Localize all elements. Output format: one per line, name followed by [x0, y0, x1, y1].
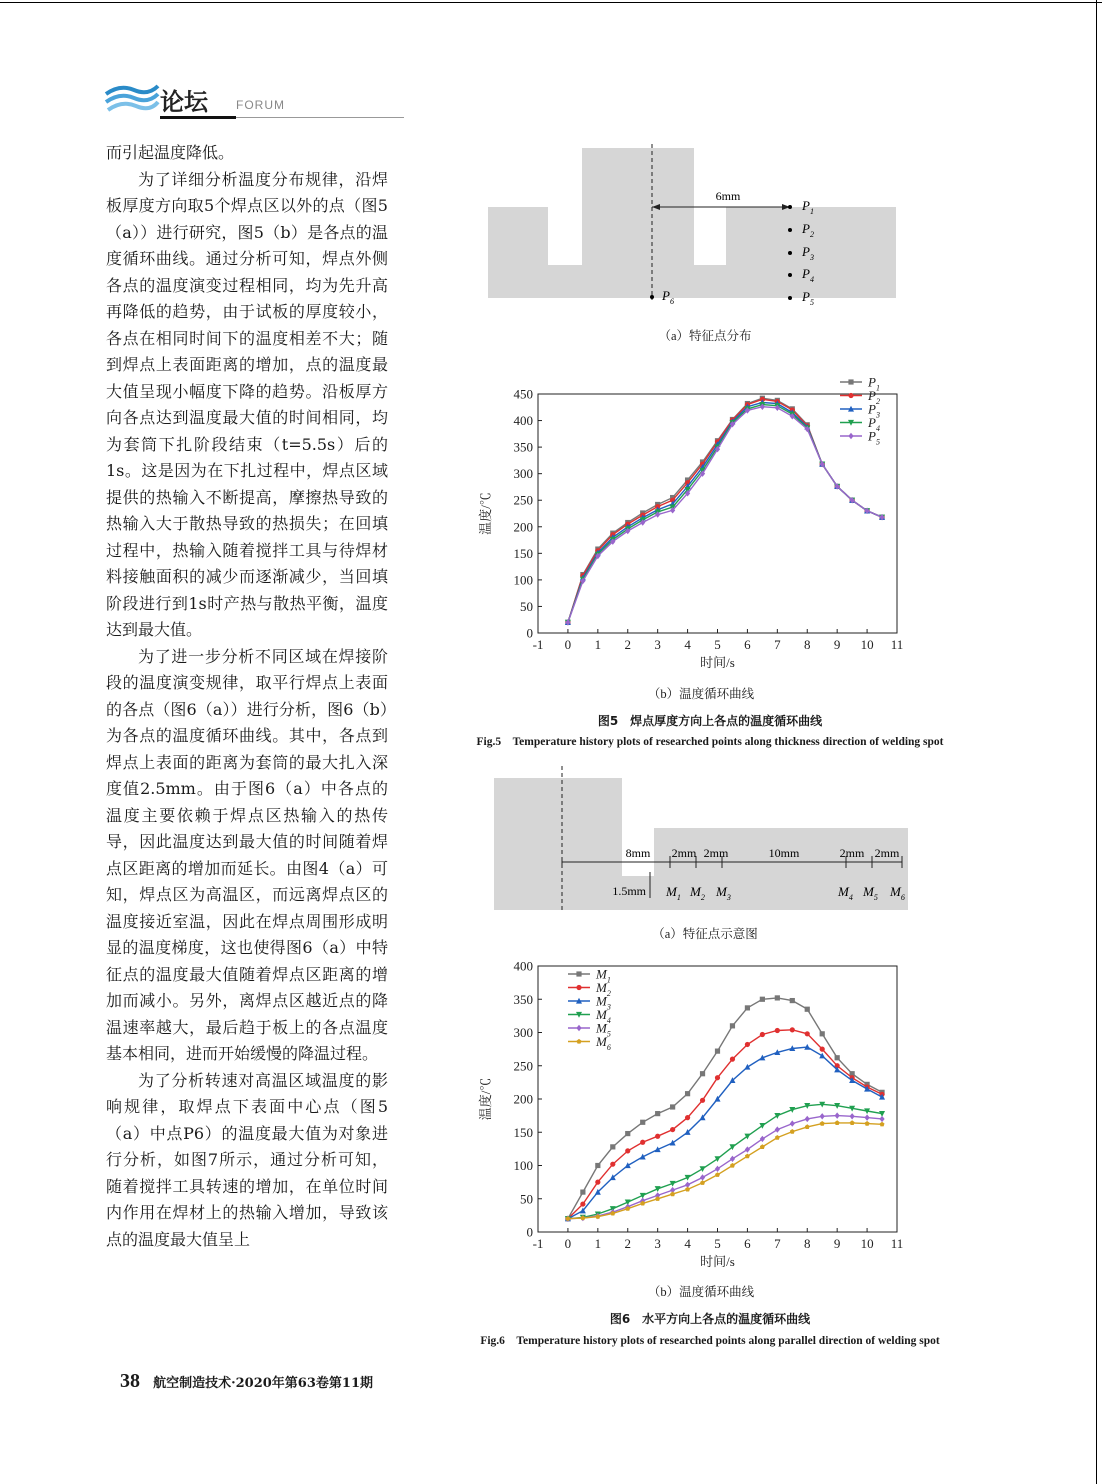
label-subscript: 6: [669, 297, 674, 306]
y-tick-label: 300: [513, 1025, 533, 1040]
header-rule: [160, 116, 236, 119]
point-label-p4: $P_4$: [802, 266, 814, 284]
point-p3: [788, 251, 792, 255]
legend-marker: [848, 379, 853, 384]
data-point: [835, 1055, 840, 1060]
data-point: [775, 1135, 780, 1140]
fig6-dim-label: 10mm: [768, 846, 800, 860]
legend-subscript: 5: [875, 437, 880, 447]
legend-label: $M_6$: [596, 1034, 611, 1052]
y-tick-label: 50: [520, 1191, 533, 1207]
x-axis-label: 时间/s: [700, 655, 735, 670]
data-point: [760, 1136, 765, 1142]
fig5a-subcaption: （a）特征点分布: [658, 329, 752, 343]
paragraph: 为了分析转速对高温区域温度的影响规律，取焊点下表面中心点（图5（a）中点P6）的温度最大值为对象进行分析，如图7所示，通过分析可知，随着搅拌工具转速的增加，在单位时间内作用在焊材上的热输入增加，导致该点的温度最大值呈上: [106, 1070, 388, 1249]
legend-marker: [576, 971, 581, 976]
paragraph: 为了进一步分析不同区域在焊接阶段的温度演变规律，取平行焊点上表面的各点（图6（a））进行分析，图6（b）为各点的温度循环曲线。其中，各点到焊点上表面的距离为套筒的最大扎入深度值2.5mm。由于图6（a）中各点的温度主要依赖于焊点区热输入的热传导，因此温度达到最大值的时间随着焊点区距离的增加而延长。由图4（a）可知，焊点区为高温区，而远离焊点区的温度接近室温，因此在焊点周围形成明显的温度梯度，这也使得图6（a）中特征点的温度最大值随着焊点区距离的增加而减小。另外，离焊点区越近点的降温速率越大，最后趋于板上的各点温度基本相同，进而开始缓慢的降温过程。: [106, 646, 388, 1063]
point-label-p6: $P_6$: [662, 288, 674, 306]
data-point: [580, 1201, 585, 1206]
data-point: [730, 1163, 735, 1168]
fig5b-subcaption: （b）温度循环曲线: [647, 687, 755, 701]
data-point: [880, 1122, 885, 1127]
label-subscript: 1: [809, 207, 814, 216]
data-point: [655, 1196, 660, 1201]
legend-label: $M_5$: [596, 1020, 611, 1039]
legend-label: $P_3$: [868, 401, 880, 420]
point-label-p1: $P_1$: [802, 198, 814, 216]
x-tick-label: 8: [804, 637, 811, 652]
legend-marker: [577, 1039, 582, 1044]
y-tick-label: 300: [513, 466, 533, 482]
series-line: [568, 1116, 882, 1219]
point-label-m1: $M_1$: [666, 884, 681, 902]
label-subscript: 5: [809, 298, 814, 307]
label-subscript: 3: [809, 253, 814, 262]
data-point: [820, 1113, 825, 1119]
label-subscript: 3: [726, 893, 731, 902]
header-rule-thin: [236, 117, 404, 118]
legend-label: $M_2$: [596, 980, 611, 998]
legend-label: $M_1$: [596, 966, 611, 985]
x-tick-label: 5: [714, 1236, 721, 1251]
label-subscript: 5: [873, 893, 878, 902]
data-point: [655, 1111, 660, 1116]
series-line: [568, 407, 882, 623]
point-p5: [788, 296, 792, 300]
y-tick-label: 250: [513, 1058, 533, 1074]
forum-logo-icon: [104, 80, 160, 116]
y-tick-label: 150: [513, 1124, 533, 1140]
x-tick-label: 9: [833, 1236, 841, 1251]
y-tick-label: 0: [526, 625, 533, 641]
legend-subscript: 3: [606, 1002, 611, 1012]
point-label-m4: $M_4$: [838, 884, 853, 902]
data-point: [835, 1112, 840, 1118]
y-tick-label: 350: [513, 439, 533, 455]
data-point: [790, 998, 795, 1003]
data-point: [805, 1124, 810, 1129]
legend: [840, 375, 880, 447]
data-point: [744, 1064, 750, 1070]
legend-subscript: 4: [875, 424, 880, 433]
data-point: [850, 1120, 855, 1125]
x-tick-label: -1: [532, 637, 544, 652]
data-point: [625, 1131, 630, 1136]
data-point: [640, 1120, 645, 1125]
legend-subscript: 3: [875, 410, 880, 420]
y-tick-label: 100: [513, 572, 533, 588]
x-tick-label: 6: [744, 637, 751, 652]
y-tick-label: 450: [513, 386, 533, 402]
x-tick-label: 3: [654, 1236, 661, 1251]
data-point: [790, 1027, 795, 1032]
point-label-m2: $M_2$: [690, 884, 705, 902]
x-tick-label: 11: [890, 637, 904, 652]
y-tick-label: 200: [513, 519, 533, 535]
data-point: [595, 1163, 600, 1168]
y-tick-label: 150: [513, 545, 533, 561]
x-tick-label: 1: [594, 637, 602, 652]
x-tick-label: 2: [624, 637, 631, 652]
data-point: [865, 1121, 870, 1126]
fig5-dim-label: 6mm: [715, 189, 741, 203]
y-tick-label: 100: [513, 1158, 533, 1173]
fig5-chart: [476, 352, 916, 684]
point-label-m3: $M_3$: [716, 884, 731, 902]
data-point: [820, 1047, 825, 1052]
page-number: 38: [120, 1370, 140, 1392]
header-subtitle: FORUM: [236, 98, 285, 112]
data-point: [775, 995, 780, 1000]
fig5-specimen-shape: [488, 148, 896, 298]
data-point: [879, 1116, 884, 1122]
data-point: [850, 1113, 855, 1119]
legend-subscript: 1: [875, 383, 880, 393]
header-title: 论坛: [160, 87, 208, 116]
paragraph: 而引起温度降低。: [106, 143, 235, 162]
point-label-m6: $M_6$: [890, 884, 905, 902]
data-point: [730, 1057, 735, 1062]
legend-label: $P_2$: [868, 388, 880, 406]
x-tick-label: 7: [774, 637, 781, 652]
x-tick-label: 8: [804, 1236, 811, 1251]
legend: [568, 967, 611, 1053]
x-tick-label: 10: [860, 1236, 874, 1251]
legend-subscript: 2: [875, 397, 880, 406]
data-point: [685, 1187, 690, 1192]
fig6-schematic: [490, 766, 920, 914]
point-p6: [650, 295, 654, 299]
data-point: [670, 1192, 675, 1197]
series-line: [568, 998, 882, 1219]
fig6a-subcaption: （a）特征点示意图: [652, 927, 758, 941]
x-tick-label: 0: [564, 637, 572, 652]
data-point: [670, 1127, 675, 1132]
legend-subscript: 4: [606, 1016, 611, 1025]
data-point: [744, 1134, 750, 1140]
legend-label: $P_1$: [868, 374, 880, 393]
data-point: [774, 1113, 780, 1119]
label-subscript: 6: [900, 893, 905, 902]
data-point: [745, 1042, 750, 1047]
footer: [120, 1370, 440, 1396]
data-point: [685, 1091, 690, 1096]
x-tick-label: 2: [624, 1236, 631, 1251]
fig5-caption-en: Fig.5 Temperature history plots of researched points along thickness direction of welding spot: [476, 736, 944, 748]
data-point: [820, 1031, 825, 1036]
y-tick-label: 400: [513, 958, 533, 974]
data-point: [700, 1098, 705, 1103]
x-tick-label: 10: [860, 637, 874, 652]
legend-subscript: 1: [606, 975, 611, 985]
data-point: [760, 1144, 765, 1149]
data-point: [670, 1104, 675, 1109]
series-m6: [565, 1120, 884, 1221]
fig6-dim-label: 2mm: [874, 846, 900, 860]
fig6-caption-en: Fig.6 Temperature history plots of researched points along parallel direction of welding spot: [480, 1335, 940, 1347]
data-point: [730, 1156, 735, 1162]
data-point: [685, 1115, 690, 1120]
data-point: [700, 1174, 705, 1180]
data-point: [745, 1005, 750, 1010]
legend-label: $M_4$: [596, 1007, 611, 1025]
y-axis-label: 温度/℃: [478, 1077, 493, 1121]
x-tick-label: -1: [532, 1236, 544, 1251]
data-point: [805, 1031, 810, 1036]
journal-name: 航空制造技术·2020年第63卷第11期: [153, 1376, 373, 1391]
label-subscript: 4: [848, 893, 853, 902]
point-p2: [788, 228, 792, 232]
legend-subscript: 2: [606, 989, 611, 998]
data-point: [625, 1148, 630, 1153]
y-tick-label: 250: [513, 492, 533, 508]
data-point: [820, 1121, 825, 1126]
x-tick-label: 0: [564, 1236, 572, 1251]
series-m1: [565, 995, 884, 1221]
plot-frame: [538, 394, 897, 633]
data-point: [760, 997, 765, 1002]
data-point: [655, 1134, 660, 1139]
crop-mark: [0, 2, 1102, 3]
legend-subscript: 6: [606, 1043, 611, 1052]
legend-label: $P_5$: [868, 428, 880, 447]
label-subscript: 4: [809, 275, 814, 284]
data-point: [745, 1146, 750, 1152]
y-tick-label: 200: [513, 1091, 533, 1107]
body-text-column: [106, 140, 388, 1253]
label-subscript: 2: [700, 893, 705, 902]
data-point: [790, 1120, 795, 1126]
legend-marker: [848, 393, 853, 398]
data-point: [760, 1032, 765, 1037]
fig6-depth-label: 1.5mm: [612, 884, 646, 898]
data-point: [700, 1180, 705, 1185]
data-point: [715, 1156, 721, 1162]
x-axis-label: 时间/s: [700, 1254, 735, 1269]
fig6-chart: [476, 952, 916, 1278]
x-tick-label: 5: [714, 637, 721, 652]
series-m5: [565, 1112, 884, 1221]
y-tick-label: 400: [513, 413, 533, 429]
crop-mark: [1096, 0, 1097, 1484]
fig6-caption-cn: 图6 水平方向上各点的温度循环曲线: [609, 1312, 811, 1326]
data-point: [715, 1166, 720, 1172]
data-point: [864, 1114, 869, 1120]
legend-marker: [576, 985, 581, 990]
legend-subscript: 5: [606, 1029, 611, 1039]
data-point: [715, 1075, 720, 1080]
y-tick-label: 0: [526, 1224, 533, 1240]
data-point: [610, 1162, 615, 1167]
data-point: [580, 1190, 585, 1195]
y-axis-label: 温度/℃: [478, 492, 493, 535]
data-point: [700, 1071, 705, 1076]
data-point: [775, 1126, 780, 1132]
series-p2: [565, 397, 884, 625]
data-point: [595, 1180, 600, 1185]
series-p5: [565, 401, 884, 626]
y-tick-label: 50: [520, 598, 533, 614]
series-line: [568, 1047, 882, 1219]
y-tick-label: 350: [513, 991, 533, 1007]
legend-label: $P_4$: [868, 415, 880, 433]
series-line: [568, 1123, 882, 1219]
x-tick-label: 4: [684, 1236, 691, 1251]
legend-label: $M_3$: [596, 993, 611, 1012]
header: [104, 80, 404, 122]
data-point: [805, 1116, 810, 1122]
point-p1: [788, 205, 792, 209]
data-point: [700, 1166, 706, 1172]
point-label-p5: $P_5$: [802, 289, 814, 307]
point-label-p2: $P_2$: [802, 221, 814, 239]
point-label-m5: $M_5$: [863, 884, 878, 902]
data-point: [625, 1162, 631, 1168]
x-tick-label: 6: [744, 1236, 751, 1251]
fig6-dim-label: 2mm: [839, 846, 865, 860]
fig6b-subcaption: （b）温度循环曲线: [647, 1285, 755, 1299]
data-point: [775, 1028, 780, 1033]
label-subscript: 1: [676, 893, 681, 902]
data-point: [805, 1007, 810, 1012]
data-point: [819, 1053, 825, 1059]
legend-marker: [848, 433, 853, 439]
x-tick-label: 4: [684, 637, 691, 652]
paragraph: 为了详细分析温度分布规律，沿焊板厚度方向取5个焊点区以外的点（图5（a））进行研究，图5（b）是各点的温度循环曲线。通过分析可知，焊点外侧各点的温度演变过程相同，均为先升高再降低的趋势，由于试板的厚度较小，各点在相同时间下的温度相差不大；随到焊点上表面距离的增加，点的温度最大值呈现小幅度下降的趋势。沿板厚方向各点达到温度最大值的时间相同，均为套筒下扎阶段结束（t=5.5s）后的1s。这是因为在下扎过程中，焊点区域提供的热输入不断提高，摩擦热导致的热输入大于散热导致的热损失；在回填过程中，热输入随着搅拌工具与待焊材料接触面积的减少而逐渐减少，当回填阶段进行到1s时产热与散热平衡，温度达到最大值。: [106, 169, 388, 639]
data-point: [610, 1144, 615, 1149]
point-label-p3: $P_3$: [802, 244, 814, 262]
point-p4: [788, 273, 792, 277]
fig5-caption-cn: 图5 焊点厚度方向上各点的温度循环曲线: [597, 714, 823, 728]
data-point: [730, 1023, 735, 1028]
x-tick-label: 7: [774, 1236, 781, 1251]
x-tick-label: 3: [654, 637, 661, 652]
x-tick-label: 11: [890, 1236, 904, 1251]
series-p3: [565, 399, 885, 625]
fig5-schematic: [480, 140, 910, 312]
data-point: [640, 1140, 645, 1145]
fig6-dim-label: 8mm: [625, 846, 651, 860]
legend-marker: [576, 1025, 581, 1031]
data-point: [715, 1049, 720, 1054]
label-subscript: 2: [809, 230, 814, 239]
series-m3: [565, 1044, 885, 1221]
fig6-dim-label: 2mm: [671, 846, 697, 860]
x-tick-label: 1: [594, 1236, 602, 1251]
x-tick-label: 9: [833, 637, 841, 652]
data-point: [835, 1120, 840, 1125]
fig6-dim-label: 2mm: [703, 846, 729, 860]
